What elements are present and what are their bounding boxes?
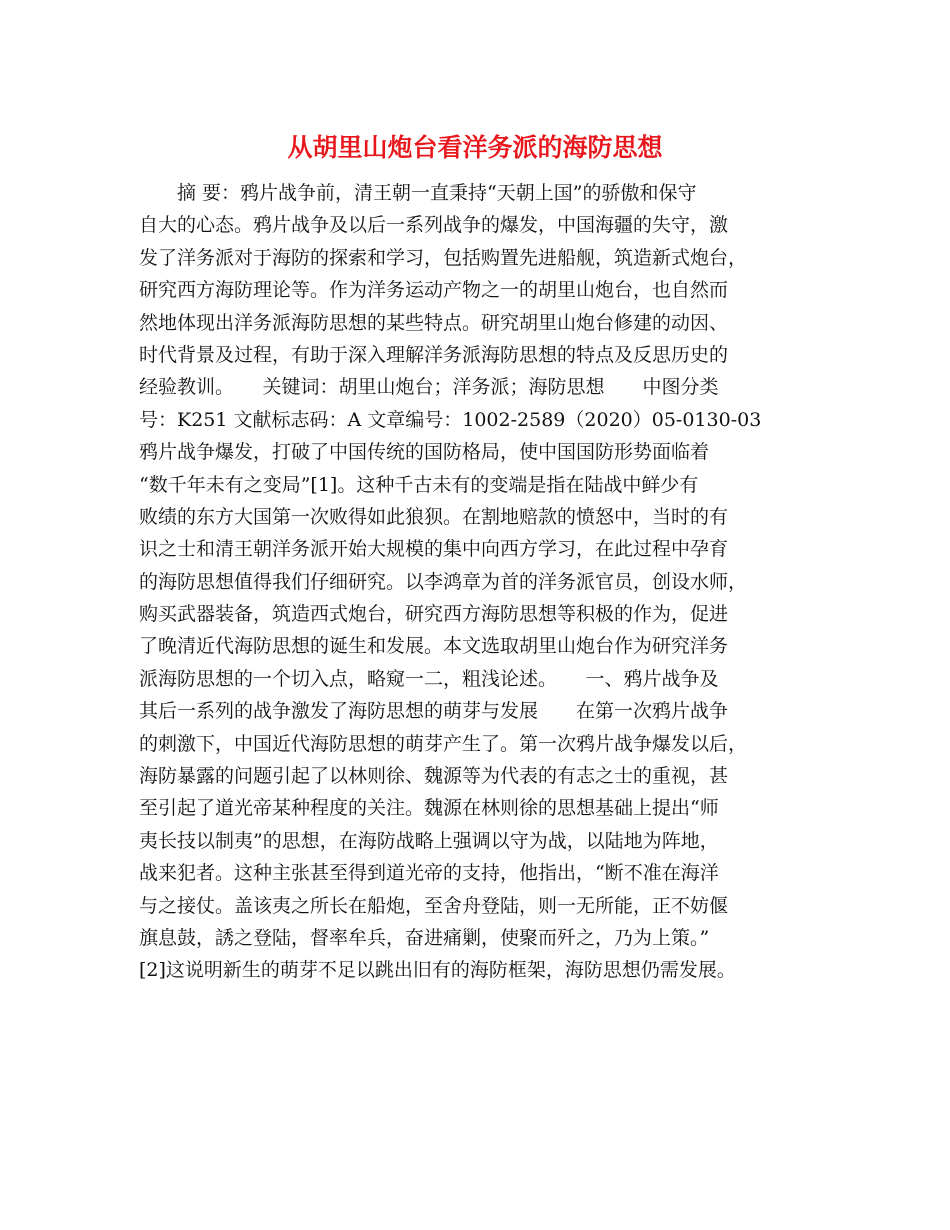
body-line: 摘 要：鸦片战争前，清王朝一直秉持“天朝上国”的骄傲和保守 [139, 182, 697, 204]
body-line: 自大的心态。鸦片战争及以后一系列战争的爆发，中国海疆的失守，激 [139, 214, 729, 237]
body-line: 发了洋务派对于海防的探索和学习，包括购置先进船舰，筑造新式炮台， [139, 246, 748, 269]
body-line: 鸦片战争爆发，打破了中国传统的国防格局，使中国国防形势面临着 [139, 441, 710, 464]
body-line: 识之士和清王朝洋务派开始大规模的集中向西方学习，在此过程中孕育 [139, 538, 729, 561]
body-line: 其后一系列的战争激发了海防思想的萌芽与发展 在第一次鸦片战争 [139, 700, 729, 723]
body-line: 号：K251 文献标志码：A 文章编号：1002-2589（2020）05-0130-03 [139, 408, 762, 431]
body-line: 海防暴露的问题引起了以林则徐、魏源等为代表的有志之士的重视，甚 [139, 765, 729, 788]
body-line: [2]这说明新生的萌芽不足以跳出旧有的海防框架，海防思想仍需发展。 [139, 959, 736, 982]
body-line: 的刺激下，中国近代海防思想的萌芽产生了。第一次鸦片战争爆发以后， [139, 732, 748, 755]
body-line: 战来犯者。这种主张甚至得到道光帝的支持，他指出，“断不准在海洋 [139, 862, 719, 885]
body-line: “数千年未有之变局”[1]。这种千古未有的变端是指在陆战中鲜少有 [139, 473, 699, 496]
body-line: 夷长技以制夷”的思想，在海防战略上强调以守为战，以陆地为阵地， [139, 829, 719, 852]
document-body [139, 177, 817, 987]
document-title: 从胡里山炮台看洋务派的海防思想 [287, 133, 663, 162]
body-line: 经验教训。 关键词：胡里山炮台；洋务派；海防思想 中图分类 [139, 376, 719, 399]
body-line: 时代背景及过程，有助于深入理解洋务派海防思想的特点及反思历史的 [139, 343, 729, 366]
body-line: 研究西方海防理论等。作为洋务运动产物之一的胡里山炮台，也自然而 [139, 279, 729, 302]
body-line: 至引起了道光帝某种程度的关注。魏源在林则徐的思想基础上提出“师 [139, 797, 719, 820]
body-line: 购买武器装备，筑造西式炮台，研究西方海防思想等积极的作为，促进 [139, 603, 729, 626]
body-line: 然地体现出洋务派海防思想的某些特点。研究胡里山炮台修建的动因、 [139, 311, 729, 334]
body-line: 的海防思想值得我们仔细研究。以李鸿章为首的洋务派官员，创设水师， [139, 570, 748, 593]
body-line: 了晚清近代海防思想的诞生和发展。本文选取胡里山炮台作为研究洋务 [139, 635, 729, 658]
body-line: 旗息鼓，誘之登陆，督率牟兵，奋进痛剿，使聚而歼之，乃为上策。” [139, 926, 710, 949]
body-line: 派海防思想的一个切入点，略窥一二，粗浅论述。 一、鸦片战争及 [139, 667, 719, 690]
body-line: 与之接仗。盖该夷之所长在船炮，至舍舟登陆，则一无所能，正不妨偃 [139, 894, 729, 917]
body-line: 败绩的东方大国第一次败得如此狼狈。在割地赔款的愤怒中，当时的有 [139, 505, 729, 528]
